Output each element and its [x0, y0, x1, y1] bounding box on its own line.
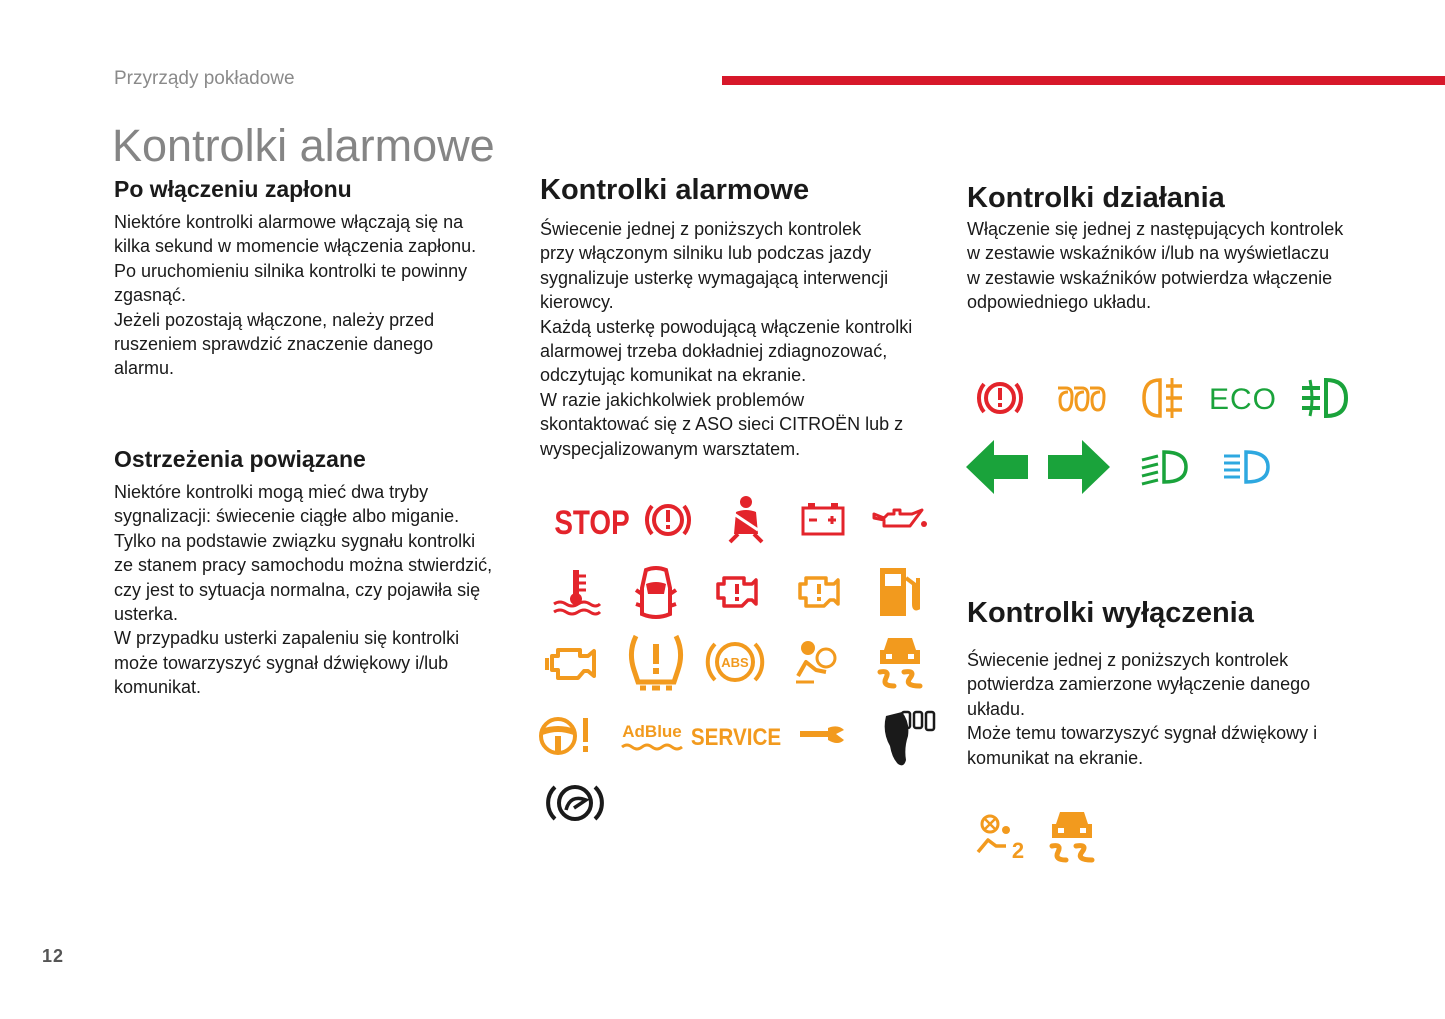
- heading-ignition: Po włączeniu zapłonu: [114, 176, 352, 202]
- text-operation-lights: Włączenie się jednej z następujących kontrolek w zestawie wskaźników i/lub na wyświetlaczu w zestawie wskaźników potwierdza włączenie odpowiedniego układu.: [967, 219, 1344, 313]
- heading-warning-lights: Kontrolki alarmowe: [540, 174, 810, 206]
- battery-icon: [798, 498, 848, 542]
- eco-mode-icon: [1208, 376, 1278, 420]
- stop-icon: [552, 496, 632, 544]
- glow-plugs-icon: [1054, 380, 1110, 416]
- adblue-icon: [618, 716, 686, 756]
- dipped-beam-icon: [1136, 448, 1190, 486]
- header-accent-bar: [722, 76, 1445, 85]
- rear-fog-light-icon: [1138, 374, 1192, 422]
- page-number: 12: [42, 946, 65, 966]
- wrench-icon: [796, 722, 848, 752]
- right-indicator-icon: [1046, 438, 1112, 496]
- svg-text:AdBlue: AdBlue: [622, 722, 682, 741]
- fuel-level-icon: [872, 564, 924, 620]
- main-beam-icon: [1218, 448, 1272, 486]
- page-title: Kontrolki alarmowe: [112, 120, 495, 171]
- service-icon: [690, 716, 782, 756]
- abs-icon: [704, 634, 766, 690]
- tyre-pressure-icon: [624, 630, 688, 692]
- heading-related-warnings: Ostrzeżenia powiązane: [114, 446, 366, 472]
- text-deactivation-lights: Świecenie jednej z poniższych kontrolek potwierdza zamierzone wyłączenie danego układu. Może temu towarzyszyć sygnał dźwiękowy i komunikat na ekranie.: [967, 650, 1318, 768]
- seatbelt-icon: [722, 494, 770, 546]
- power-steering-icon: [536, 712, 594, 760]
- front-fog-light-icon: [1296, 374, 1352, 422]
- passenger-airbag-off-icon: [972, 810, 1030, 862]
- brake-warning-icon: [642, 496, 694, 544]
- text-warning-lights: Świecenie jednej z poniższych kontrolek przy włączonym silniku lub podczas jazdy sygnalizuje usterkę wymagającą interwencji kierowcy. Każdą usterkę powodującą włączenie kontrolki alarmowej trzeba dokładniej zdiagnozować, odczytując komunikat na ekranie. W razie jakichkolwiek problemów skontaktować się z ASO sieci CITROËN lub z wyspecjalizowanym warsztatem.: [540, 219, 913, 459]
- svg-text:2: 2: [1011, 838, 1025, 863]
- heading-operation-lights: Kontrolki działania: [967, 182, 1225, 214]
- oil-pressure-icon: [870, 500, 930, 540]
- esp-off-icon: [1044, 804, 1100, 866]
- airbag-icon: [792, 636, 842, 686]
- engine-fault-orange-icon: [792, 568, 848, 614]
- engine-fault-red-icon: [710, 568, 766, 614]
- foot-on-brake-icon: [876, 702, 936, 772]
- coolant-temperature-icon: [552, 566, 600, 618]
- text-related-warnings: Niektóre kontrolki mogą mieć dwa tryby sygnalizacji: świecenie ciągłe albo miganie. Tylko na podstawie związku sygnału kontrolki ze stanem pracy samochodu można stwierdzić, czy jest to sytuacja normalna, czy pojawiła się usterka. W przypadku usterki zapaleniu się kontrolki może towarzyszyć sygnał dźwiękowy i/lub komunikat.: [114, 482, 493, 698]
- section-label: Przyrządy pokładowe: [114, 68, 295, 89]
- left-indicator-icon: [964, 438, 1030, 496]
- svg-text:SERVICE: SERVICE: [690, 723, 782, 751]
- engine-management-icon: [544, 640, 606, 686]
- door-open-icon: [630, 564, 682, 624]
- text-ignition: Niektóre kontrolki alarmowe włączają się na kilka sekund w momencie włączenia zapłonu. Po uruchomieniu silnika kontrolki te powinny zgasnąć. Jeżeli pozostają włączone, należy przed ruszeniem sprawdzić znaczenie danego alarmu.: [114, 212, 477, 379]
- esp-skid-icon: [872, 630, 928, 692]
- cruise-control-icon: [544, 780, 606, 826]
- svg-text:ECO: ECO: [1208, 383, 1278, 416]
- svg-text:STOP: STOP: [554, 503, 630, 542]
- heading-deactivation-lights: Kontrolki wyłączenia: [967, 597, 1254, 629]
- svg-text:ABS: ABS: [721, 655, 749, 670]
- parking-brake-on-icon: [972, 374, 1028, 422]
